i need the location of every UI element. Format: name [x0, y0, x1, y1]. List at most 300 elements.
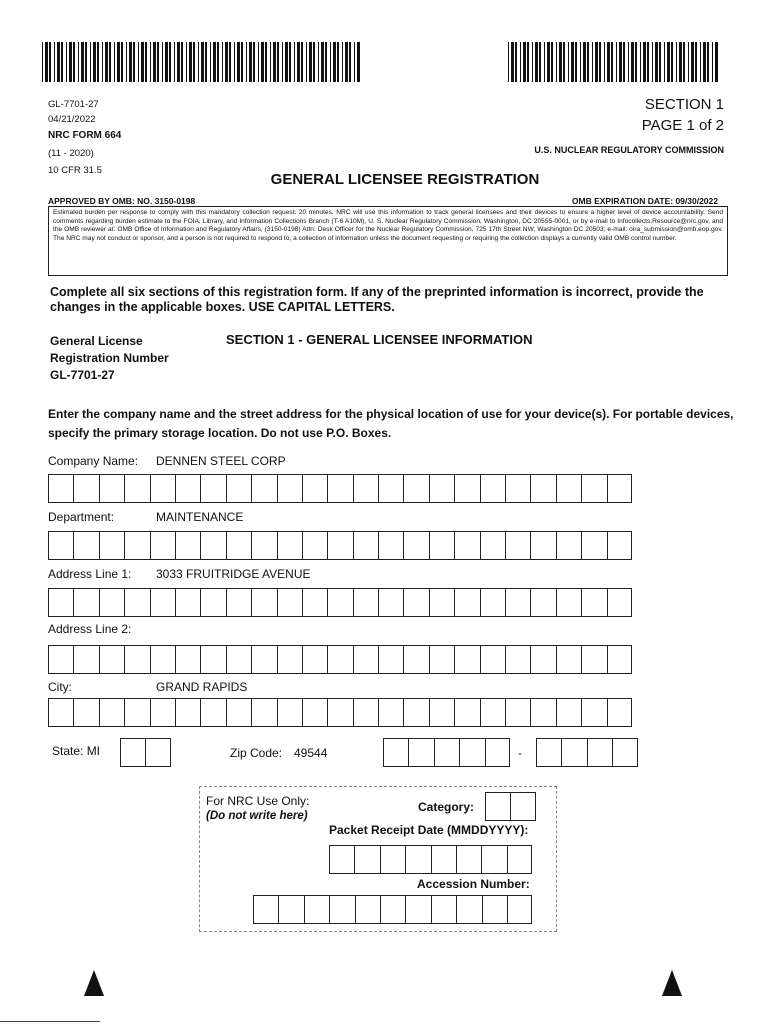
entry-box[interactable] — [150, 698, 175, 727]
barcode-bar — [54, 42, 55, 82]
entry-box[interactable] — [536, 738, 561, 767]
entry-box[interactable] — [378, 645, 403, 674]
entry-box[interactable] — [429, 474, 454, 503]
barcode-bar — [85, 42, 87, 82]
barcode-bar — [628, 42, 629, 82]
entry-box[interactable] — [277, 474, 302, 503]
entry-box[interactable] — [481, 845, 506, 874]
accession-boxes[interactable] — [253, 895, 532, 924]
page-number: PAGE 1 of 2 — [641, 117, 724, 134]
entry-box[interactable] — [429, 588, 454, 617]
entry-box[interactable] — [480, 474, 505, 503]
entry-box[interactable] — [505, 645, 530, 674]
entry-box[interactable] — [454, 645, 479, 674]
entry-box[interactable] — [175, 474, 200, 503]
cfr-reference: 10 CFR 31.5 — [48, 165, 102, 176]
barcode-bar — [559, 42, 562, 82]
entry-box[interactable] — [327, 645, 352, 674]
barcode-bar — [532, 42, 533, 82]
barcode-bar — [174, 42, 175, 82]
entry-box[interactable] — [581, 588, 606, 617]
barcode-bar — [237, 42, 240, 82]
entry-box[interactable] — [505, 588, 530, 617]
entry-box[interactable] — [378, 698, 403, 727]
entry-box[interactable] — [48, 645, 73, 674]
entry-box[interactable] — [505, 698, 530, 727]
barcode-bar — [126, 42, 127, 82]
barcode-bar — [217, 42, 219, 82]
barcode-bar — [162, 42, 163, 82]
barcode-bar — [157, 42, 159, 82]
barcode-bar — [580, 42, 581, 82]
alignment-marker-right-icon — [662, 970, 682, 996]
entry-box[interactable] — [277, 588, 302, 617]
entry-box[interactable] — [302, 531, 327, 560]
entry-box[interactable] — [607, 588, 632, 617]
packet-date-label: Packet Receipt Date (MMDDYYYY): — [329, 823, 529, 837]
barcode-bar — [342, 42, 343, 82]
entry-box[interactable] — [429, 698, 454, 727]
license-label-line2: Registration Number — [50, 351, 169, 365]
address-line1-label: Address Line 1: — [48, 567, 132, 581]
department-boxes[interactable] — [48, 531, 632, 560]
entry-box[interactable] — [124, 645, 149, 674]
entry-box[interactable] — [480, 588, 505, 617]
barcode-bar — [679, 42, 682, 82]
entry-box[interactable] — [251, 588, 276, 617]
nrc-use-title: For NRC Use Only: — [206, 794, 310, 808]
barcode-bar — [611, 42, 613, 82]
company-name-value: DENNEN STEEL CORP — [156, 454, 286, 468]
entry-box[interactable] — [510, 792, 535, 821]
barcode-bar — [138, 42, 139, 82]
barcode-bar — [583, 42, 586, 82]
entry-box[interactable] — [99, 588, 124, 617]
entry-box[interactable] — [480, 645, 505, 674]
barcode-bar — [201, 42, 204, 82]
barcode-bar — [105, 42, 108, 82]
city-boxes[interactable] — [48, 698, 632, 727]
entry-box[interactable] — [175, 645, 200, 674]
entry-box[interactable] — [434, 738, 459, 767]
entry-box[interactable] — [175, 698, 200, 727]
barcode-bar — [90, 42, 91, 82]
entry-box[interactable] — [251, 645, 276, 674]
barcode-bar — [607, 42, 610, 82]
barcode-bar — [357, 42, 360, 82]
entry-box[interactable] — [556, 645, 581, 674]
entry-box[interactable] — [556, 474, 581, 503]
entry-box[interactable] — [380, 845, 405, 874]
entry-box[interactable] — [73, 531, 98, 560]
zip-dash: - — [518, 746, 522, 760]
barcode-bar — [301, 42, 303, 82]
entry-box[interactable] — [277, 531, 302, 560]
entry-box[interactable] — [124, 588, 149, 617]
barcode-bar — [66, 42, 67, 82]
entry-box[interactable] — [99, 474, 124, 503]
company-name-label: Company Name: — [48, 454, 139, 468]
barcode-bar — [330, 42, 331, 82]
barcode-bar — [141, 42, 144, 82]
barcode-bar — [547, 42, 550, 82]
entry-box[interactable] — [607, 531, 632, 560]
barcode-bar — [631, 42, 634, 82]
entry-box[interactable] — [581, 531, 606, 560]
barcode-bar — [241, 42, 243, 82]
entry-box[interactable] — [253, 895, 278, 924]
entry-box[interactable] — [507, 895, 532, 924]
nrc-use-subtitle: (Do not write here) — [206, 810, 308, 822]
entry-box[interactable] — [403, 531, 428, 560]
barcode-bar — [695, 42, 697, 82]
barcode-bar — [354, 42, 355, 82]
barcode-bar — [97, 42, 99, 82]
entry-box[interactable] — [405, 845, 430, 874]
entry-box[interactable] — [480, 698, 505, 727]
barcode-bar — [544, 42, 545, 82]
barcode-bar — [282, 42, 283, 82]
entry-box[interactable] — [556, 698, 581, 727]
entry-box[interactable] — [175, 588, 200, 617]
entry-box[interactable] — [304, 895, 329, 924]
entry-box[interactable] — [226, 588, 251, 617]
entry-box[interactable] — [378, 474, 403, 503]
entry-box[interactable] — [581, 698, 606, 727]
barcode-bar — [189, 42, 192, 82]
barcode-bar — [333, 42, 336, 82]
entry-box[interactable] — [454, 588, 479, 617]
entry-box[interactable] — [226, 645, 251, 674]
barcode-bar — [114, 42, 115, 82]
category-boxes[interactable] — [485, 792, 536, 821]
entry-box[interactable] — [278, 895, 303, 924]
entry-box[interactable] — [353, 698, 378, 727]
entry-box[interactable] — [120, 738, 145, 767]
barcode-bar — [539, 42, 541, 82]
barcode-bar — [165, 42, 168, 82]
barcode-bar — [556, 42, 557, 82]
entry-box[interactable] — [556, 531, 581, 560]
license-label-line1: General License — [50, 334, 143, 348]
entry-box[interactable] — [607, 474, 632, 503]
zip-boxes[interactable] — [383, 738, 510, 767]
barcode-bar — [575, 42, 577, 82]
entry-box[interactable] — [150, 645, 175, 674]
entry-box[interactable] — [124, 698, 149, 727]
address-line2-label: Address Line 2: — [48, 622, 132, 636]
barcode-bar — [193, 42, 195, 82]
barcode-bar — [715, 42, 718, 82]
entry-box[interactable] — [327, 531, 352, 560]
barcode-bar — [623, 42, 625, 82]
entry-box[interactable] — [353, 474, 378, 503]
entry-box[interactable] — [530, 588, 555, 617]
barcode-bar — [169, 42, 171, 82]
department-label: Department: — [48, 510, 115, 524]
barcode-bar — [551, 42, 553, 82]
form-date: 04/21/2022 — [48, 114, 96, 125]
entry-box[interactable] — [403, 698, 428, 727]
entry-box[interactable] — [354, 845, 379, 874]
barcode-bar — [691, 42, 694, 82]
barcode-bar — [277, 42, 279, 82]
entry-box[interactable] — [73, 588, 98, 617]
barcode-bar — [285, 42, 288, 82]
entry-box[interactable] — [277, 698, 302, 727]
barcode-bar — [45, 42, 48, 82]
entry-box[interactable] — [505, 531, 530, 560]
barcode-bar — [647, 42, 649, 82]
barcode-bar — [345, 42, 348, 82]
entry-box[interactable] — [226, 474, 251, 503]
entry-box[interactable] — [251, 474, 276, 503]
barcode-bar — [688, 42, 689, 82]
entry-box[interactable] — [73, 474, 98, 503]
barcode-bar — [121, 42, 123, 82]
entry-box[interactable] — [48, 698, 73, 727]
entry-box[interactable] — [99, 531, 124, 560]
entry-box[interactable] — [302, 698, 327, 727]
barcode-bar — [571, 42, 574, 82]
barcode-bar — [69, 42, 72, 82]
barcode-bar — [81, 42, 84, 82]
barcode-bar — [297, 42, 300, 82]
barcode-bar — [616, 42, 617, 82]
barcode-bar — [652, 42, 653, 82]
barcode-bar — [325, 42, 327, 82]
entry-box[interactable] — [403, 474, 428, 503]
entry-box[interactable] — [99, 645, 124, 674]
entry-box[interactable] — [48, 474, 73, 503]
entry-box[interactable] — [200, 474, 225, 503]
entry-box[interactable] — [302, 588, 327, 617]
address-line2-boxes[interactable] — [48, 645, 632, 674]
entry-box[interactable] — [302, 645, 327, 674]
entry-box[interactable] — [353, 588, 378, 617]
entry-box[interactable] — [607, 645, 632, 674]
entry-box[interactable] — [380, 895, 405, 924]
entry-box[interactable] — [454, 698, 479, 727]
entry-box[interactable] — [150, 588, 175, 617]
entry-box[interactable] — [251, 698, 276, 727]
barcode-bar — [57, 42, 60, 82]
entry-box[interactable] — [456, 895, 481, 924]
entry-box[interactable] — [607, 698, 632, 727]
barcode-bar — [318, 42, 319, 82]
entry-box[interactable] — [530, 474, 555, 503]
entry-box[interactable] — [200, 588, 225, 617]
accession-label: Accession Number: — [417, 877, 530, 891]
entry-box[interactable] — [403, 645, 428, 674]
entry-box[interactable] — [73, 698, 98, 727]
entry-box[interactable] — [485, 792, 510, 821]
barcode-bar — [265, 42, 267, 82]
scan-edge-line — [0, 1021, 100, 1022]
barcode-bar — [659, 42, 661, 82]
barcode-bar — [676, 42, 677, 82]
barcode-bar — [181, 42, 183, 82]
entry-box[interactable] — [408, 738, 433, 767]
entry-box[interactable] — [405, 895, 430, 924]
address-instructions: Enter the company name and the street address for the physical location of use for your device(s). For portable devices, specify the primary storage location. Do not use P.O. Boxes. — [48, 407, 734, 440]
barcode-bar — [523, 42, 526, 82]
state-label: State: MI — [52, 744, 101, 758]
entry-box[interactable] — [587, 738, 612, 767]
entry-box[interactable] — [480, 531, 505, 560]
entry-box[interactable] — [124, 474, 149, 503]
form-name: NRC FORM 664 — [48, 130, 122, 141]
entry-box[interactable] — [277, 645, 302, 674]
entry-box[interactable] — [48, 588, 73, 617]
entry-box[interactable] — [327, 588, 352, 617]
city-value: GRAND RAPIDS — [156, 680, 248, 694]
barcode-bar — [145, 42, 147, 82]
barcode-right — [508, 42, 720, 82]
agency-name: U.S. NUCLEAR REGULATORY COMMISSION — [534, 145, 724, 155]
entry-box[interactable] — [530, 698, 555, 727]
entry-box[interactable] — [355, 895, 380, 924]
barcode-bar — [270, 42, 271, 82]
entry-box[interactable] — [200, 531, 225, 560]
barcode-bar — [49, 42, 51, 82]
barcode-bar — [205, 42, 207, 82]
entry-box[interactable] — [459, 738, 484, 767]
barcode-bar — [198, 42, 199, 82]
entry-box[interactable] — [175, 531, 200, 560]
entry-box[interactable] — [429, 531, 454, 560]
barcode-bar — [321, 42, 324, 82]
entry-box[interactable] — [150, 474, 175, 503]
barcode-bar — [700, 42, 701, 82]
entry-box[interactable] — [327, 474, 352, 503]
barcode-bar — [515, 42, 517, 82]
omb-approval: APPROVED BY OMB: NO. 3150-0198 — [48, 196, 196, 206]
entry-box[interactable] — [150, 531, 175, 560]
form-revision: (11 - 2020) — [48, 148, 94, 159]
barcode-bar — [61, 42, 63, 82]
barcode-bar — [133, 42, 135, 82]
address-line1-value: 3033 FRUITRIDGE AVENUE — [156, 567, 311, 581]
entry-box[interactable] — [302, 474, 327, 503]
barcode-bar — [222, 42, 223, 82]
entry-box[interactable] — [145, 738, 170, 767]
entry-box[interactable] — [485, 738, 510, 767]
entry-box[interactable] — [200, 645, 225, 674]
barcode-bar — [667, 42, 670, 82]
entry-box[interactable] — [251, 531, 276, 560]
barcode-bar — [78, 42, 79, 82]
omb-expiration: OMB EXPIRATION DATE: 09/30/2022 — [571, 196, 718, 206]
barcode-bar — [640, 42, 641, 82]
entry-box[interactable] — [431, 845, 456, 874]
entry-box[interactable] — [507, 845, 532, 874]
entry-box[interactable] — [378, 588, 403, 617]
entry-box[interactable] — [329, 895, 354, 924]
barcode-bar — [508, 42, 509, 82]
entry-box[interactable] — [456, 845, 481, 874]
entry-box[interactable] — [454, 531, 479, 560]
entry-box[interactable] — [200, 698, 225, 727]
barcode-bar — [294, 42, 295, 82]
barcode-bar — [707, 42, 709, 82]
entry-box[interactable] — [378, 531, 403, 560]
entry-box[interactable] — [431, 895, 456, 924]
entry-box[interactable] — [353, 645, 378, 674]
entry-box[interactable] — [561, 738, 586, 767]
barcode-bar — [109, 42, 111, 82]
entry-box[interactable] — [581, 474, 606, 503]
barcode-bar — [129, 42, 132, 82]
barcode-bar — [511, 42, 514, 82]
entry-box[interactable] — [612, 738, 637, 767]
zip-plus4-boxes[interactable] — [536, 738, 638, 767]
barcode-bar — [568, 42, 569, 82]
entry-box[interactable] — [530, 645, 555, 674]
barcode-bar — [258, 42, 259, 82]
barcode-bar — [619, 42, 622, 82]
form-title: GENERAL LICENSEE REGISTRATION — [270, 171, 540, 188]
license-number: GL-7701-27 — [50, 368, 115, 382]
barcode-bar — [599, 42, 601, 82]
address-line1-boxes[interactable] — [48, 588, 632, 617]
entry-box[interactable] — [556, 588, 581, 617]
barcode-bar — [117, 42, 120, 82]
entry-box[interactable] — [581, 645, 606, 674]
barcode-bar — [595, 42, 598, 82]
barcode-bar — [520, 42, 521, 82]
entry-box[interactable] — [454, 474, 479, 503]
barcode-bar — [604, 42, 605, 82]
barcode-bar — [210, 42, 211, 82]
entry-box[interactable] — [505, 474, 530, 503]
barcode-bar — [313, 42, 315, 82]
company-name-boxes[interactable] — [48, 474, 632, 503]
entry-box[interactable] — [48, 531, 73, 560]
entry-box[interactable] — [329, 845, 354, 874]
barcode-bar — [563, 42, 565, 82]
entry-box[interactable] — [73, 645, 98, 674]
entry-box[interactable] — [99, 698, 124, 727]
entry-box[interactable] — [403, 588, 428, 617]
barcode-bar — [253, 42, 255, 82]
barcode-bar — [655, 42, 658, 82]
entry-box[interactable] — [530, 531, 555, 560]
department-value: MAINTENANCE — [156, 510, 244, 524]
entry-box[interactable] — [482, 895, 507, 924]
category-label: Category: — [418, 800, 475, 814]
barcode-bar — [93, 42, 96, 82]
barcode-bar — [249, 42, 252, 82]
barcode-bar — [229, 42, 231, 82]
barcode-bar — [587, 42, 589, 82]
entry-box[interactable] — [353, 531, 378, 560]
barcode-bar — [349, 42, 351, 82]
packet-date-boxes[interactable] — [329, 845, 532, 874]
state-boxes[interactable] — [120, 738, 171, 767]
barcode-bar — [42, 42, 43, 82]
entry-box[interactable] — [383, 738, 408, 767]
entry-box[interactable] — [226, 698, 251, 727]
zip-label: Zip Code: — [230, 746, 283, 760]
entry-box[interactable] — [327, 698, 352, 727]
barcode-bar — [73, 42, 75, 82]
barcode-bar — [671, 42, 673, 82]
entry-box[interactable] — [226, 531, 251, 560]
entry-box[interactable] — [124, 531, 149, 560]
entry-box[interactable] — [429, 645, 454, 674]
zip-value: 49544 — [294, 746, 328, 760]
